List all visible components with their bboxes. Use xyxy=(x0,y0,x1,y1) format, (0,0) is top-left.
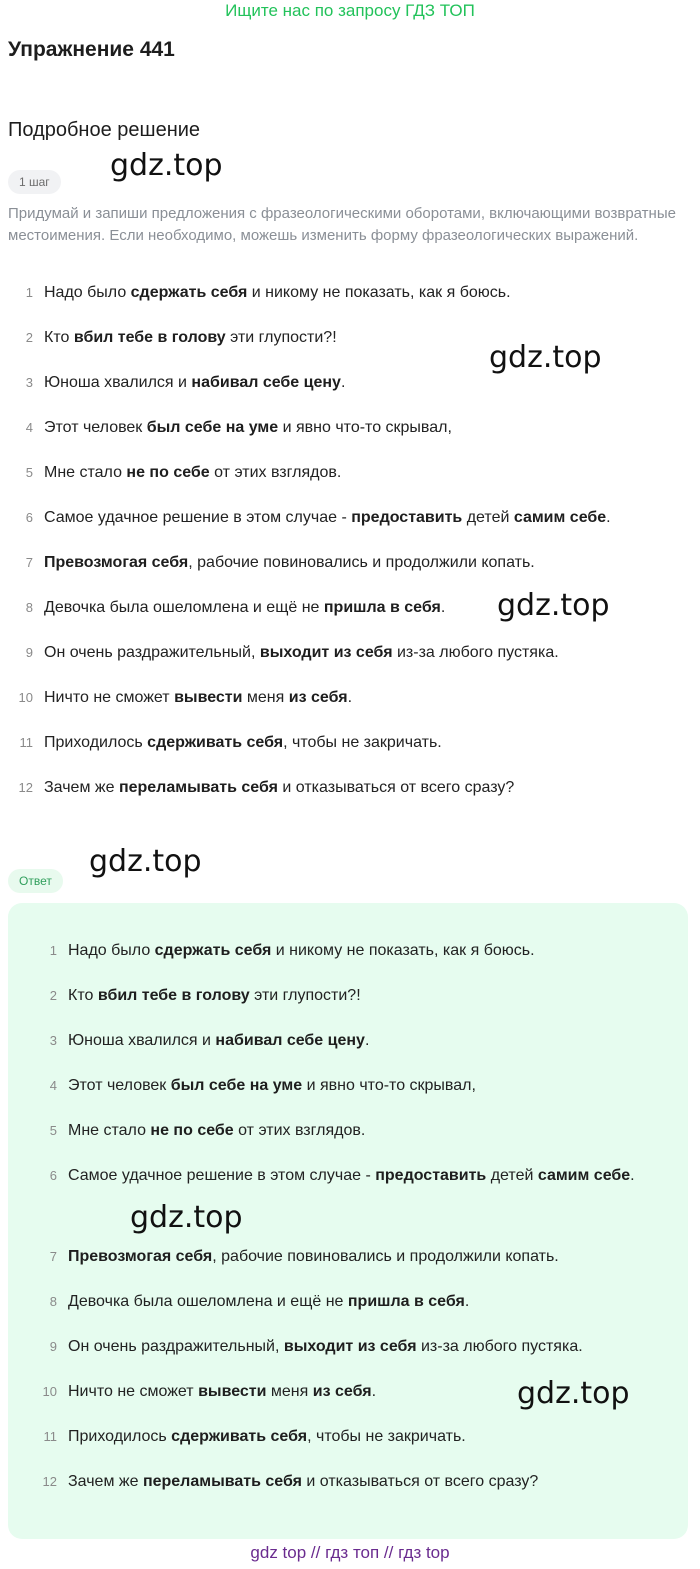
item-number: 6 xyxy=(25,510,33,525)
item-number: 10 xyxy=(18,690,33,705)
list-item xyxy=(32,1426,672,1471)
section-title: Подробное решение xyxy=(8,119,201,141)
sentence-text: и никому не показать, как я боюсь. xyxy=(271,942,535,959)
watermark: gdz.top xyxy=(130,1200,243,1235)
sentence-text: . xyxy=(347,689,353,706)
sentence-text: и отказываться от всего сразу? xyxy=(277,779,515,796)
watermark: gdz.top xyxy=(497,588,610,623)
watermark: gdz.top xyxy=(517,1376,630,1411)
sentence-text: Зачем же xyxy=(68,1473,143,1490)
phraseologism: выходит из себя xyxy=(283,1338,417,1355)
list-item xyxy=(32,1471,672,1516)
item-number: 1 xyxy=(49,943,57,958)
sentence-text: меня xyxy=(266,1383,313,1400)
list-item xyxy=(8,417,692,462)
item-number: 5 xyxy=(25,465,33,480)
sentence-text: . xyxy=(440,599,446,616)
sentence-text: , рабочие повиновались и продолжили копать. xyxy=(212,1248,559,1265)
phraseologism: предоставить xyxy=(351,509,463,526)
sentence-text: . xyxy=(340,374,346,391)
phraseologism: сдержать себя xyxy=(130,284,248,301)
item-number: 3 xyxy=(25,375,33,390)
sentence-text: Самое удачное решение в этом случае - xyxy=(44,509,352,526)
item-number: 12 xyxy=(18,780,33,795)
phraseologism: вбил тебе в голову xyxy=(97,987,250,1004)
sentence-text: Приходилось xyxy=(44,734,148,751)
item-number: 11 xyxy=(19,735,33,750)
list-item xyxy=(8,507,692,552)
phraseologism: Превозмогая себя xyxy=(44,554,189,571)
sentence-text: Надо было xyxy=(44,284,131,301)
sentence-text: и никому не показать, как я боюсь. xyxy=(247,284,511,301)
sentence-text: , чтобы не закричать. xyxy=(307,1428,466,1445)
sentence-text: и явно что-то скрывал, xyxy=(302,1077,476,1094)
sentence-text: Кто xyxy=(44,329,74,346)
phraseologism: не по себе xyxy=(126,464,210,481)
phraseologism: выходит из себя xyxy=(259,644,393,661)
sentence-text: Этот человек xyxy=(68,1077,171,1094)
list-item xyxy=(8,372,692,417)
phraseologism: пришла в себя xyxy=(323,599,441,616)
item-number: 12 xyxy=(42,1474,57,1489)
item-number: 6 xyxy=(49,1168,57,1183)
item-number: 3 xyxy=(49,1033,57,1048)
phraseologism: набивал себе цену xyxy=(215,1032,365,1049)
list-item xyxy=(32,1246,672,1291)
watermark: gdz.top xyxy=(489,340,602,375)
list-item xyxy=(8,777,692,822)
phraseologism: не по себе xyxy=(150,1122,234,1139)
sentence-text: Надо было xyxy=(68,942,155,959)
item-number: 8 xyxy=(25,600,33,615)
sentence-text: Ничто не сможет xyxy=(68,1383,199,1400)
item-number: 2 xyxy=(49,988,57,1003)
sentence-text: меня xyxy=(242,689,289,706)
phraseologism: Превозмогая себя xyxy=(68,1248,213,1265)
sentence-text: Самое удачное решение в этом случае - xyxy=(68,1167,376,1184)
item-number: 2 xyxy=(25,330,33,345)
sentence-text: из-за любого пустяка. xyxy=(416,1338,583,1355)
answer-list xyxy=(32,940,672,1516)
sentence-text: из-за любого пустяка. xyxy=(392,644,559,661)
list-item xyxy=(32,1120,672,1165)
sentence-text: детей xyxy=(462,509,514,526)
phraseologism: из себя xyxy=(288,689,348,706)
phraseologism: предоставить xyxy=(375,1167,487,1184)
watermark: gdz.top xyxy=(110,148,223,183)
sentence-text: , чтобы не закричать. xyxy=(283,734,442,751)
sentence-text: Юноша хвалился и xyxy=(68,1032,216,1049)
phraseologism: переламывать себя xyxy=(118,779,278,796)
list-item xyxy=(32,1165,672,1246)
sentence-text: . xyxy=(371,1383,377,1400)
sentence-text: от этих взглядов. xyxy=(233,1122,366,1139)
item-number: 1 xyxy=(25,285,33,300)
item-number: 7 xyxy=(25,555,33,570)
item-number: 10 xyxy=(42,1384,57,1399)
sentence-text: Этот человек xyxy=(44,419,147,436)
sentence-text: . xyxy=(364,1032,370,1049)
sentence-text: Ничто не сможет xyxy=(44,689,175,706)
list-item xyxy=(32,1075,672,1120)
sentence-text: и явно что-то скрывал, xyxy=(278,419,452,436)
top-banner: Ищите нас по запросу ГДЗ ТОП xyxy=(225,1,475,20)
sentence-text: Юноша хвалился и xyxy=(44,374,192,391)
task-text: Придумай и запиши предложения с фразеологическими оборотами, включающими возвратные местоимения. Если необходимо, можешь изменить форму фразеологических выражений. xyxy=(8,205,676,244)
sentence-text: эти глупости?! xyxy=(249,987,361,1004)
item-number: 4 xyxy=(49,1078,57,1093)
sentence-text: . xyxy=(606,509,611,526)
sentence-text: . xyxy=(630,1167,635,1184)
list-item xyxy=(8,462,692,507)
sentence-text: Он очень раздражительный, xyxy=(44,644,260,661)
sentence-text: Кто xyxy=(68,987,98,1004)
sentence-text: Девочка была ошеломлена и ещё не xyxy=(68,1293,348,1310)
phraseologism: переламывать себя xyxy=(142,1473,302,1490)
phraseologism: сдерживать себя xyxy=(147,734,284,751)
list-item xyxy=(32,1030,672,1075)
item-number: 5 xyxy=(49,1123,57,1138)
sentence-text: детей xyxy=(486,1167,538,1184)
phraseologism: был себе на уме xyxy=(146,419,279,436)
sentence-text: Он очень раздражительный, xyxy=(68,1338,284,1355)
footer-links: gdz top // гдз топ // гдз top xyxy=(250,1543,450,1562)
answer-badge: Ответ xyxy=(8,869,63,893)
phraseologism: вбил тебе в голову xyxy=(73,329,226,346)
watermark: gdz.top xyxy=(89,844,202,879)
list-item xyxy=(32,940,672,985)
sentence-text: и отказываться от всего сразу? xyxy=(301,1473,539,1490)
step-badge: 1 шаг xyxy=(8,170,61,194)
item-number: 9 xyxy=(49,1339,57,1354)
phraseologism: был себе на уме xyxy=(170,1077,303,1094)
list-item xyxy=(32,1336,672,1381)
list-item xyxy=(32,985,672,1030)
list-item xyxy=(8,282,692,327)
sentence-text: Мне стало xyxy=(44,464,127,481)
phraseologism: сдерживать себя xyxy=(171,1428,308,1445)
list-item xyxy=(32,1291,672,1336)
phraseologism: вывести xyxy=(174,689,243,706)
item-number: 9 xyxy=(25,645,33,660)
list-item xyxy=(8,687,692,732)
list-item xyxy=(8,732,692,777)
sentence-text: эти глупости?! xyxy=(225,329,337,346)
sentence-text: Зачем же xyxy=(44,779,119,796)
phraseologism: пришла в себя xyxy=(347,1293,465,1310)
item-number: 7 xyxy=(49,1249,57,1264)
phraseologism: самим себе xyxy=(513,509,607,526)
list-item xyxy=(8,642,692,687)
sentence-text: Мне стало xyxy=(68,1122,151,1139)
page-title: Упражнение 441 xyxy=(8,38,175,61)
phraseologism: набивал себе цену xyxy=(191,374,341,391)
sentence-text: , рабочие повиновались и продолжили копать. xyxy=(188,554,535,571)
phraseologism: сдержать себя xyxy=(154,942,272,959)
item-number: 8 xyxy=(49,1294,57,1309)
phraseologism: самим себе xyxy=(537,1167,631,1184)
item-number: 4 xyxy=(25,420,33,435)
phraseologism: из себя xyxy=(312,1383,372,1400)
item-number: 11 xyxy=(43,1429,57,1444)
sentence-text: Приходилось xyxy=(68,1428,172,1445)
phraseologism: вывести xyxy=(198,1383,267,1400)
sentence-text: Девочка была ошеломлена и ещё не xyxy=(44,599,324,616)
sentence-text: . xyxy=(464,1293,470,1310)
sentence-text: от этих взглядов. xyxy=(209,464,342,481)
